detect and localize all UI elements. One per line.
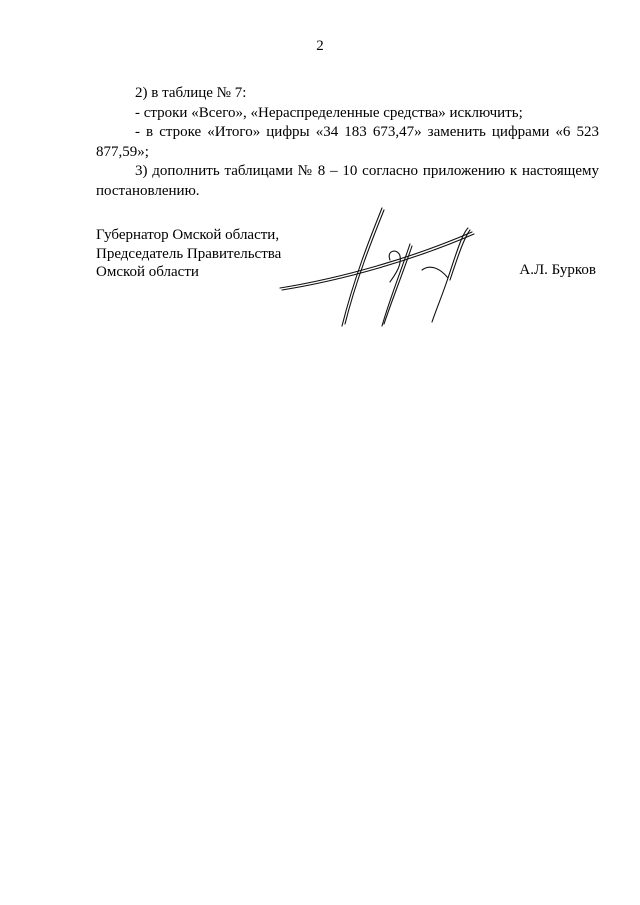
signatory-title-line: Губернатор Омской области, [96,227,280,243]
paragraph-replace-figures: - в строке «Итого» цифры «34 183 673,47» заменить цифрами «6 523 877,59»; [96,124,599,160]
document-body [96,84,599,201]
signatory-name: А.Л. Бурков [519,262,596,278]
signatory-title-line: Омской области [96,264,199,280]
signatory-title [96,226,281,282]
page-number: 2 [316,38,324,54]
handwritten-signature-icon [272,198,512,333]
paragraph-exclude-rows: - строки «Всего», «Нераспределенные средства» исключить; [135,104,523,121]
signatory-title-line: Председатель Правительства [96,245,282,262]
paragraph-table-7: 2) в таблице № 7: [135,85,247,101]
paragraph-add-tables: 3) дополнить таблицами № 8 – 10 согласно приложению к настоящему постановлению. [96,163,599,199]
